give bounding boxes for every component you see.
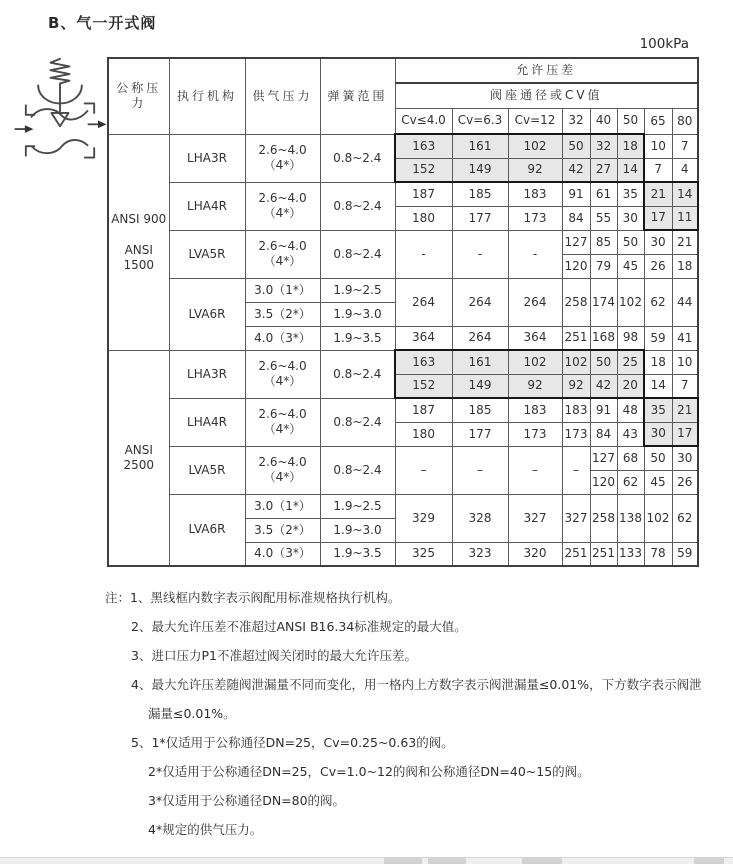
- dp-cell: 177: [452, 422, 508, 446]
- dp-cell-empty: –: [508, 446, 562, 494]
- supply-pressure-cell: 3.0（1*）: [245, 494, 320, 518]
- spring-range-cell: 1.9~2.5: [320, 278, 395, 302]
- supply-line2: （4*）: [263, 206, 302, 220]
- dp-cell: 163: [395, 350, 452, 374]
- note-prefix: 注：: [105, 590, 131, 605]
- pressure-diff-table: [107, 57, 699, 567]
- dp-cell: 4: [672, 158, 698, 182]
- col-header-allowable-dp: 允许压差: [395, 58, 698, 83]
- dp-cell: 78: [644, 542, 672, 566]
- dp-cell: 138: [617, 494, 644, 542]
- dp-cell: 102: [562, 350, 590, 374]
- spring-range-cell: 1.9~3.0: [320, 302, 395, 326]
- dp-cell: 7: [672, 374, 698, 398]
- dp-cell: 21: [644, 182, 672, 206]
- dp-cell: 264: [452, 278, 508, 326]
- nominal-pressure-cell: [108, 350, 169, 566]
- supply-line2: （4*）: [263, 254, 302, 268]
- dp-cell: 10: [644, 134, 672, 158]
- dp-cell: 264: [508, 278, 562, 326]
- dp-cell: 185: [452, 182, 508, 206]
- cv-col-header: 50: [617, 108, 644, 134]
- note-text: 1、黑线框内数字表示阀配用标准规格执行机构。: [130, 590, 401, 605]
- unit-label: 100kPa: [639, 36, 689, 52]
- dp-cell: 320: [508, 542, 562, 566]
- dp-cell: 185: [452, 398, 508, 422]
- spring-range-cell: 0.8~2.4: [320, 398, 395, 446]
- dp-cell: 173: [508, 206, 562, 230]
- spring-range-cell: 0.8~2.4: [320, 134, 395, 182]
- dp-cell: 102: [617, 278, 644, 326]
- supply-pressure-cell: [245, 182, 320, 230]
- pressure-line: ANSI 900: [111, 211, 167, 226]
- dp-cell-empty: -: [395, 230, 452, 278]
- actuator-cell: LHA3R: [169, 134, 245, 182]
- dp-cell: 92: [508, 374, 562, 398]
- dp-cell: 41: [672, 326, 698, 350]
- spring-range-cell: 1.9~3.5: [320, 542, 395, 566]
- dp-cell: 102: [644, 494, 672, 542]
- valve-schematic-icon: [12, 56, 108, 172]
- dp-cell: 50: [644, 446, 672, 470]
- dp-cell: 173: [562, 422, 590, 446]
- dp-cell: 30: [644, 230, 672, 254]
- dp-cell-empty: -: [508, 230, 562, 278]
- dp-cell: 149: [452, 158, 508, 182]
- dp-cell: 133: [617, 542, 644, 566]
- dp-cell: 163: [395, 134, 452, 158]
- dp-cell: 42: [590, 374, 617, 398]
- dp-cell: 327: [562, 494, 590, 542]
- dp-cell: 183: [508, 398, 562, 422]
- dp-cell: 183: [562, 398, 590, 422]
- dp-cell: 17: [644, 206, 672, 230]
- dp-cell: 25: [617, 350, 644, 374]
- dp-cell-empty: –: [452, 446, 508, 494]
- dp-cell: 11: [672, 206, 698, 230]
- note-line: 4*规定的供气压力。: [148, 822, 263, 837]
- supply-pressure-cell: [245, 134, 320, 182]
- dp-cell: 21: [672, 398, 698, 422]
- dp-cell: 187: [395, 398, 452, 422]
- dp-cell: 183: [508, 182, 562, 206]
- dp-cell: 264: [452, 326, 508, 350]
- note-line: 2、最大允许压差不准超过ANSI B16.34标准规定的最大值。: [131, 619, 467, 634]
- dp-cell: 127: [562, 230, 590, 254]
- dp-cell: 44: [672, 278, 698, 326]
- cv-col-header: Cv=6.3: [452, 108, 508, 134]
- actuator-cell: LHA3R: [169, 350, 245, 398]
- spring-range-cell: 0.8~2.4: [320, 230, 395, 278]
- dp-cell: 120: [590, 470, 617, 494]
- dp-cell: 50: [562, 134, 590, 158]
- dp-cell: 92: [508, 158, 562, 182]
- dp-cell: 7: [672, 134, 698, 158]
- supply-pressure-cell: [245, 350, 320, 398]
- dp-cell-empty: -: [452, 230, 508, 278]
- dp-cell: 18: [672, 254, 698, 278]
- dp-cell: 180: [395, 206, 452, 230]
- supply-line2: （4*）: [263, 422, 302, 436]
- supply-pressure-cell: [245, 230, 320, 278]
- spring-range-cell: 0.8~2.4: [320, 350, 395, 398]
- dp-cell: 364: [395, 326, 452, 350]
- note-line: 5、1*仅适用于公称通径DN=25，Cv=0.25~0.63的阀。: [131, 735, 454, 750]
- dp-cell: 187: [395, 182, 452, 206]
- spring-range-cell: 1.9~2.5: [320, 494, 395, 518]
- dp-cell: 35: [644, 398, 672, 422]
- dp-cell: 32: [590, 134, 617, 158]
- dp-cell: 68: [617, 446, 644, 470]
- dp-cell: 50: [590, 350, 617, 374]
- actuator-cell: LVA6R: [169, 494, 245, 566]
- dp-cell: 120: [562, 254, 590, 278]
- supply-line2: （4*）: [263, 470, 302, 484]
- dp-cell: 59: [672, 542, 698, 566]
- dp-cell: 18: [617, 134, 644, 158]
- dp-cell: 127: [590, 446, 617, 470]
- dp-cell: 50: [617, 230, 644, 254]
- supply-line1: 2.6~4.0: [258, 143, 307, 157]
- actuator-cell: LHA4R: [169, 398, 245, 446]
- dp-cell: 48: [617, 398, 644, 422]
- supply-pressure-cell: 3.0（1*）: [245, 278, 320, 302]
- dp-cell: 364: [508, 326, 562, 350]
- dp-cell: 45: [617, 254, 644, 278]
- next-table-cropped-edge: [0, 857, 733, 864]
- spring-range-cell: 1.9~3.0: [320, 518, 395, 542]
- supply-pressure-cell: 3.5（2*）: [245, 302, 320, 326]
- dp-cell: 43: [617, 422, 644, 446]
- note-line: 3*仅适用于公称通径DN=80的阀。: [148, 793, 346, 808]
- dp-cell: 17: [672, 422, 698, 446]
- actuator-cell: LVA5R: [169, 230, 245, 278]
- dp-cell: 35: [617, 182, 644, 206]
- dp-cell: 168: [590, 326, 617, 350]
- supply-line1: 2.6~4.0: [258, 359, 307, 373]
- note-line: 2*仅适用于公称通径DN=25，Cv=1.0~12的阀和公称通径DN=40~15的阀。: [148, 764, 590, 779]
- supply-pressure-cell: [245, 398, 320, 446]
- dp-cell: 328: [452, 494, 508, 542]
- supply-line2: （4*）: [263, 374, 302, 388]
- dp-cell-empty: –: [395, 446, 452, 494]
- col-header-nominal-pressure: 公称压力: [108, 58, 169, 134]
- dp-cell: 258: [590, 494, 617, 542]
- dp-cell: 26: [672, 470, 698, 494]
- dp-cell: 91: [590, 398, 617, 422]
- col-header-spring-range: 弹簧范围: [320, 58, 395, 134]
- actuator-cell: LVA6R: [169, 278, 245, 350]
- dp-cell: 258: [562, 278, 590, 326]
- nominal-pressure-cell: [108, 134, 169, 350]
- spring-range-cell: 0.8~2.4: [320, 182, 395, 230]
- col-header-seat-or-cv: 阀座通径或CV值: [395, 83, 698, 108]
- dp-cell: 7: [644, 158, 672, 182]
- cv-col-header: 32: [562, 108, 590, 134]
- dp-cell: 251: [562, 542, 590, 566]
- note-line: 4、最大允许压差随阀泄漏量不同而变化，用一格内上方数字表示阀泄漏量≤0.01%，下方数字表示阀泄: [131, 677, 702, 692]
- dp-cell: 30: [644, 422, 672, 446]
- dp-cell: 10: [672, 350, 698, 374]
- supply-line2: （4*）: [263, 158, 302, 172]
- dp-cell: 30: [617, 206, 644, 230]
- actuator-cell: LHA4R: [169, 182, 245, 230]
- dp-cell: 92: [562, 374, 590, 398]
- section-title: B、气一开式阀: [48, 14, 157, 32]
- note-line: 3、进口压力P1不准超过阀关闭时的最大允许压差。: [131, 648, 417, 663]
- cv-col-header: 80: [672, 108, 698, 134]
- dp-cell: 62: [644, 278, 672, 326]
- dp-cell: 45: [644, 470, 672, 494]
- cv-col-header: 65: [644, 108, 672, 134]
- dp-cell: 84: [590, 422, 617, 446]
- col-header-actuator: 执行机构: [169, 58, 245, 134]
- dp-cell: 180: [395, 422, 452, 446]
- dp-cell: 102: [508, 350, 562, 374]
- pressure-line: ANSI 1500: [123, 242, 155, 272]
- supply-pressure-cell: [245, 446, 320, 494]
- dp-cell: 152: [395, 158, 452, 182]
- note-line: [105, 583, 720, 612]
- dp-cell: 264: [395, 278, 452, 326]
- dp-cell: 152: [395, 374, 452, 398]
- pressure-line: ANSI 2500: [123, 442, 155, 472]
- dp-cell: 85: [590, 230, 617, 254]
- spring-range-cell: 1.9~3.5: [320, 326, 395, 350]
- note-line: 漏量≤0.01%。: [148, 706, 236, 721]
- actuator-cell: LVA5R: [169, 446, 245, 494]
- supply-line1: 2.6~4.0: [258, 455, 307, 469]
- dp-cell: 325: [395, 542, 452, 566]
- dp-cell: 62: [672, 494, 698, 542]
- dp-cell: 102: [508, 134, 562, 158]
- dp-cell: 174: [590, 278, 617, 326]
- dp-cell: 14: [644, 374, 672, 398]
- dp-cell: 323: [452, 542, 508, 566]
- dp-cell: 21: [672, 230, 698, 254]
- dp-cell: 14: [672, 182, 698, 206]
- dp-cell: 61: [590, 182, 617, 206]
- dp-cell: 161: [452, 350, 508, 374]
- dp-cell: 327: [508, 494, 562, 542]
- spring-range-cell: 0.8~2.4: [320, 446, 395, 494]
- notes-section: [105, 583, 720, 844]
- dp-cell: 62: [617, 470, 644, 494]
- dp-cell: 98: [617, 326, 644, 350]
- cv-col-header: 40: [590, 108, 617, 134]
- dp-cell-empty: –: [562, 446, 590, 494]
- dp-cell: 30: [672, 446, 698, 470]
- dp-cell: 55: [590, 206, 617, 230]
- dp-cell: 329: [395, 494, 452, 542]
- supply-pressure-cell: 4.0（3*）: [245, 542, 320, 566]
- supply-line1: 2.6~4.0: [258, 239, 307, 253]
- dp-cell: 91: [562, 182, 590, 206]
- dp-cell: 173: [508, 422, 562, 446]
- dp-cell: 20: [617, 374, 644, 398]
- cv-col-header: Cv=12: [508, 108, 562, 134]
- dp-cell: 161: [452, 134, 508, 158]
- dp-cell: 42: [562, 158, 590, 182]
- cv-col-header: Cv≤4.0: [395, 108, 452, 134]
- col-header-supply-pressure: 供气压力: [245, 58, 320, 134]
- dp-cell: 59: [644, 326, 672, 350]
- supply-pressure-cell: 4.0（3*）: [245, 326, 320, 350]
- supply-pressure-cell: 3.5（2*）: [245, 518, 320, 542]
- dp-cell: 27: [590, 158, 617, 182]
- dp-cell: 84: [562, 206, 590, 230]
- dp-cell: 149: [452, 374, 508, 398]
- dp-cell: 18: [644, 350, 672, 374]
- supply-line1: 2.6~4.0: [258, 191, 307, 205]
- dp-cell: 79: [590, 254, 617, 278]
- dp-cell: 251: [562, 326, 590, 350]
- dp-cell: 26: [644, 254, 672, 278]
- dp-cell: 14: [617, 158, 644, 182]
- dp-cell: 177: [452, 206, 508, 230]
- dp-cell: 251: [590, 542, 617, 566]
- supply-line1: 2.6~4.0: [258, 407, 307, 421]
